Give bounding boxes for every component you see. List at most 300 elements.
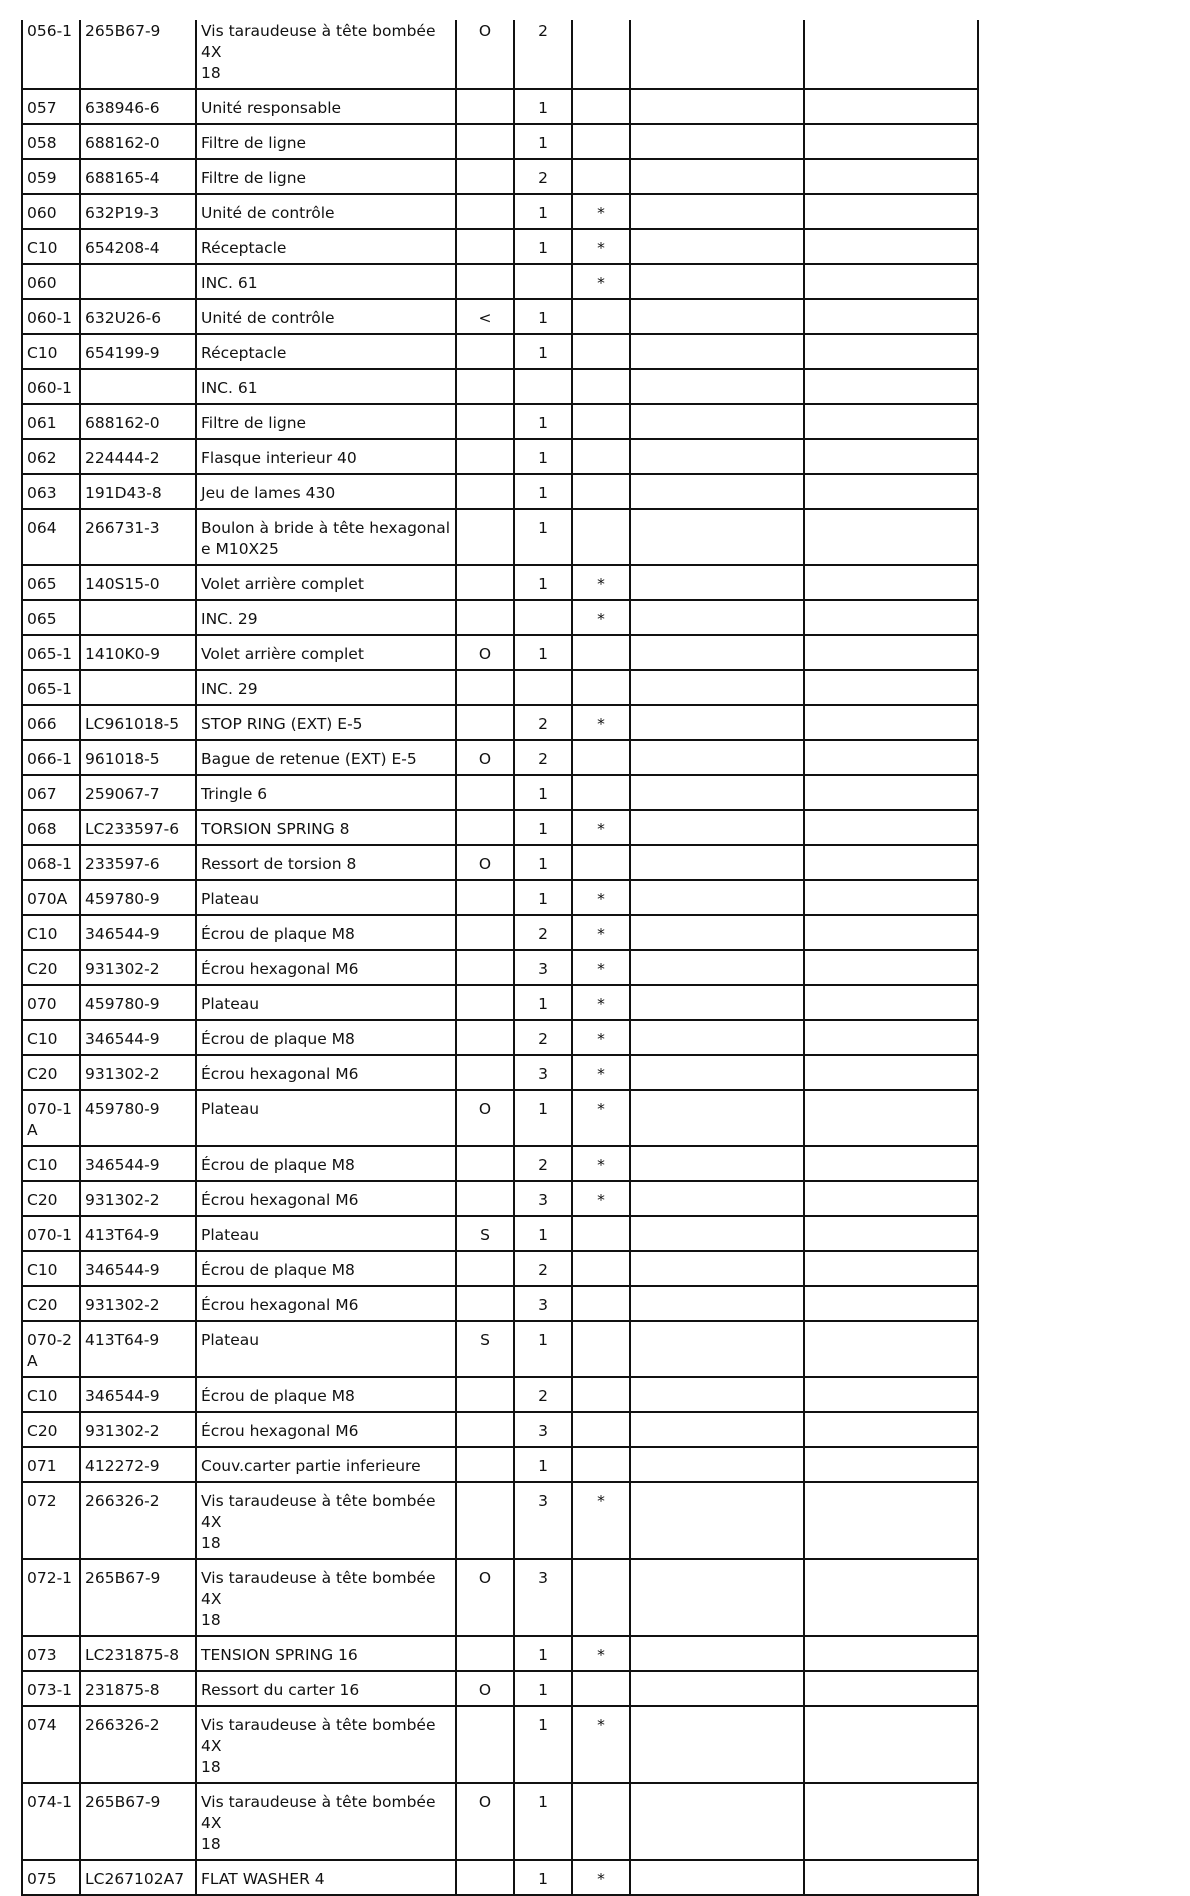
marker-cell xyxy=(572,334,630,369)
item-number-cell: 063 xyxy=(22,474,80,509)
part-number-cell: 654199-9 xyxy=(80,334,196,369)
blank-cell xyxy=(630,775,804,810)
marker-cell: * xyxy=(572,1055,630,1090)
blank-cell xyxy=(630,1216,804,1251)
quantity-cell: 1 xyxy=(514,1783,572,1860)
item-number-cell: 060-1 xyxy=(22,299,80,334)
item-number-cell: 066-1 xyxy=(22,740,80,775)
blank-cell xyxy=(804,635,978,670)
marker-cell xyxy=(572,740,630,775)
table-row xyxy=(22,20,978,89)
blank-cell xyxy=(804,1860,978,1895)
quantity-cell xyxy=(514,264,572,299)
quantity-cell: 2 xyxy=(514,159,572,194)
quantity-cell: 1 xyxy=(514,124,572,159)
marker-cell: * xyxy=(572,1706,630,1783)
blank-cell xyxy=(630,1783,804,1860)
item-number-cell: 070A xyxy=(22,880,80,915)
table-row xyxy=(22,985,978,1020)
note-cell: O xyxy=(456,635,514,670)
description-cell: Écrou hexagonal M6 xyxy=(196,1055,456,1090)
item-number-cell: C10 xyxy=(22,1251,80,1286)
blank-cell xyxy=(630,1412,804,1447)
marker-cell xyxy=(572,635,630,670)
quantity-cell: 1 xyxy=(514,1860,572,1895)
note-cell xyxy=(456,509,514,565)
description-cell: Ressort de torsion 8 xyxy=(196,845,456,880)
part-number-cell xyxy=(80,369,196,404)
marker-cell: * xyxy=(572,1146,630,1181)
blank-cell xyxy=(804,810,978,845)
quantity-cell: 1 xyxy=(514,985,572,1020)
item-number-cell: C10 xyxy=(22,915,80,950)
blank-cell xyxy=(804,264,978,299)
blank-cell xyxy=(804,194,978,229)
marker-cell xyxy=(572,474,630,509)
marker-cell xyxy=(572,20,630,89)
blank-cell xyxy=(804,985,978,1020)
table-row xyxy=(22,1860,978,1895)
quantity-cell: 3 xyxy=(514,1482,572,1559)
table-row xyxy=(22,1286,978,1321)
table-row xyxy=(22,1482,978,1559)
blank-cell xyxy=(804,1447,978,1482)
blank-cell xyxy=(804,845,978,880)
blank-cell xyxy=(804,1090,978,1146)
blank-cell xyxy=(630,565,804,600)
marker-cell xyxy=(572,1321,630,1377)
quantity-cell: 1 xyxy=(514,1706,572,1783)
item-number-cell: 068 xyxy=(22,810,80,845)
part-number-cell: 931302-2 xyxy=(80,1286,196,1321)
blank-cell xyxy=(630,334,804,369)
note-cell xyxy=(456,1286,514,1321)
item-number-cell: 065 xyxy=(22,600,80,635)
note-cell xyxy=(456,474,514,509)
marker-cell xyxy=(572,124,630,159)
item-number-cell: 075 xyxy=(22,1860,80,1895)
quantity-cell xyxy=(514,670,572,705)
item-number-cell: 070-2 A xyxy=(22,1321,80,1377)
blank-cell xyxy=(630,20,804,89)
note-cell: O xyxy=(456,1090,514,1146)
part-number-cell: LC231875-8 xyxy=(80,1636,196,1671)
blank-cell xyxy=(630,880,804,915)
description-cell: Bague de retenue (EXT) E-5 xyxy=(196,740,456,775)
blank-cell xyxy=(804,1636,978,1671)
quantity-cell: 1 xyxy=(514,229,572,264)
blank-cell xyxy=(630,1636,804,1671)
blank-cell xyxy=(804,1671,978,1706)
description-cell: INC. 61 xyxy=(196,369,456,404)
marker-cell: * xyxy=(572,229,630,264)
blank-cell xyxy=(630,1090,804,1146)
quantity-cell: 1 xyxy=(514,334,572,369)
description-cell: Écrou de plaque M8 xyxy=(196,1020,456,1055)
table-row xyxy=(22,1020,978,1055)
table-row xyxy=(22,1412,978,1447)
note-cell xyxy=(456,985,514,1020)
quantity-cell: 1 xyxy=(514,1321,572,1377)
table-row xyxy=(22,509,978,565)
table-row xyxy=(22,880,978,915)
item-number-cell: 059 xyxy=(22,159,80,194)
blank-cell xyxy=(804,369,978,404)
note-cell xyxy=(456,1447,514,1482)
part-number-cell: 413T64-9 xyxy=(80,1216,196,1251)
part-number-cell: 632U26-6 xyxy=(80,299,196,334)
blank-cell xyxy=(630,1377,804,1412)
item-number-cell: 073-1 xyxy=(22,1671,80,1706)
description-cell: INC. 29 xyxy=(196,670,456,705)
part-number-cell: 961018-5 xyxy=(80,740,196,775)
description-cell: Écrou hexagonal M6 xyxy=(196,950,456,985)
marker-cell xyxy=(572,1447,630,1482)
item-number-cell: 066 xyxy=(22,705,80,740)
description-cell: Vis taraudeuse à tête bombée 4X 18 xyxy=(196,1706,456,1783)
description-cell: Écrou de plaque M8 xyxy=(196,1146,456,1181)
blank-cell xyxy=(804,439,978,474)
part-number-cell: 688162-0 xyxy=(80,404,196,439)
table-row xyxy=(22,439,978,474)
description-cell: Tringle 6 xyxy=(196,775,456,810)
quantity-cell: 2 xyxy=(514,915,572,950)
note-cell: O xyxy=(456,20,514,89)
note-cell xyxy=(456,264,514,299)
note-cell xyxy=(456,124,514,159)
table-row xyxy=(22,194,978,229)
item-number-cell: 072 xyxy=(22,1482,80,1559)
description-cell: Ressort du carter 16 xyxy=(196,1671,456,1706)
marker-cell: * xyxy=(572,1860,630,1895)
description-cell: Jeu de lames 430 xyxy=(196,474,456,509)
table-row xyxy=(22,810,978,845)
quantity-cell: 3 xyxy=(514,1412,572,1447)
blank-cell xyxy=(630,670,804,705)
parts-list-body xyxy=(22,20,978,1895)
part-number-cell: 459780-9 xyxy=(80,985,196,1020)
description-cell: Filtre de ligne xyxy=(196,159,456,194)
marker-cell: * xyxy=(572,950,630,985)
item-number-cell: 065-1 xyxy=(22,635,80,670)
note-cell xyxy=(456,600,514,635)
item-number-cell: C10 xyxy=(22,1377,80,1412)
marker-cell: * xyxy=(572,194,630,229)
table-row xyxy=(22,565,978,600)
note-cell xyxy=(456,1377,514,1412)
marker-cell xyxy=(572,159,630,194)
marker-cell: * xyxy=(572,915,630,950)
blank-cell xyxy=(630,1055,804,1090)
quantity-cell: 1 xyxy=(514,1216,572,1251)
description-cell: Vis taraudeuse à tête bombée 4X 18 xyxy=(196,20,456,89)
quantity-cell: 1 xyxy=(514,775,572,810)
table-row xyxy=(22,1181,978,1216)
table-row xyxy=(22,915,978,950)
item-number-cell: 056-1 xyxy=(22,20,80,89)
item-number-cell: 074-1 xyxy=(22,1783,80,1860)
blank-cell xyxy=(804,1482,978,1559)
marker-cell xyxy=(572,299,630,334)
blank-cell xyxy=(630,1706,804,1783)
description-cell: Unité de contrôle xyxy=(196,299,456,334)
blank-cell xyxy=(630,369,804,404)
quantity-cell: 3 xyxy=(514,1181,572,1216)
note-cell xyxy=(456,1412,514,1447)
marker-cell: * xyxy=(572,600,630,635)
blank-cell xyxy=(630,950,804,985)
quantity-cell: 2 xyxy=(514,705,572,740)
description-cell: STOP RING (EXT) E-5 xyxy=(196,705,456,740)
table-row xyxy=(22,404,978,439)
item-number-cell: 074 xyxy=(22,1706,80,1783)
table-row xyxy=(22,1216,978,1251)
quantity-cell: 1 xyxy=(514,880,572,915)
blank-cell xyxy=(804,334,978,369)
note-cell xyxy=(456,880,514,915)
part-number-cell xyxy=(80,264,196,299)
part-number-cell: 459780-9 xyxy=(80,1090,196,1146)
blank-cell xyxy=(630,1860,804,1895)
blank-cell xyxy=(630,705,804,740)
blank-cell xyxy=(630,845,804,880)
item-number-cell: 064 xyxy=(22,509,80,565)
quantity-cell: 1 xyxy=(514,89,572,124)
note-cell: O xyxy=(456,845,514,880)
part-number-cell: 346544-9 xyxy=(80,1377,196,1412)
quantity-cell: 2 xyxy=(514,1020,572,1055)
blank-cell xyxy=(630,229,804,264)
note-cell: O xyxy=(456,1559,514,1636)
note-cell xyxy=(456,950,514,985)
part-number-cell: 224444-2 xyxy=(80,439,196,474)
table-row xyxy=(22,845,978,880)
table-row xyxy=(22,1377,978,1412)
item-number-cell: C20 xyxy=(22,1055,80,1090)
part-number-cell: 931302-2 xyxy=(80,1412,196,1447)
description-cell: Plateau xyxy=(196,880,456,915)
marker-cell xyxy=(572,775,630,810)
quantity-cell: 1 xyxy=(514,1447,572,1482)
marker-cell xyxy=(572,1377,630,1412)
part-number-cell: 346544-9 xyxy=(80,1146,196,1181)
marker-cell xyxy=(572,1216,630,1251)
quantity-cell: 1 xyxy=(514,1671,572,1706)
blank-cell xyxy=(804,1216,978,1251)
blank-cell xyxy=(804,1055,978,1090)
blank-cell xyxy=(804,1181,978,1216)
quantity-cell: 3 xyxy=(514,1055,572,1090)
item-number-cell: C20 xyxy=(22,1412,80,1447)
note-cell xyxy=(456,1181,514,1216)
blank-cell xyxy=(804,299,978,334)
note-cell xyxy=(456,194,514,229)
marker-cell: * xyxy=(572,705,630,740)
marker-cell xyxy=(572,670,630,705)
part-number-cell xyxy=(80,670,196,705)
note-cell xyxy=(456,565,514,600)
marker-cell: * xyxy=(572,1636,630,1671)
blank-cell xyxy=(630,1559,804,1636)
table-row xyxy=(22,1706,978,1783)
item-number-cell: C10 xyxy=(22,1020,80,1055)
table-row xyxy=(22,1251,978,1286)
blank-cell xyxy=(630,1671,804,1706)
blank-cell xyxy=(630,439,804,474)
blank-cell xyxy=(630,915,804,950)
blank-cell xyxy=(804,509,978,565)
blank-cell xyxy=(804,1412,978,1447)
blank-cell xyxy=(630,404,804,439)
description-cell: INC. 61 xyxy=(196,264,456,299)
description-cell: Volet arrière complet xyxy=(196,565,456,600)
part-number-cell: LC233597-6 xyxy=(80,810,196,845)
blank-cell xyxy=(804,1020,978,1055)
quantity-cell: 2 xyxy=(514,20,572,89)
table-row xyxy=(22,635,978,670)
blank-cell xyxy=(804,89,978,124)
part-number-cell: 632P19-3 xyxy=(80,194,196,229)
quantity-cell: 1 xyxy=(514,1090,572,1146)
note-cell xyxy=(456,1251,514,1286)
blank-cell xyxy=(804,670,978,705)
quantity-cell: 1 xyxy=(514,299,572,334)
blank-cell xyxy=(804,705,978,740)
note-cell xyxy=(456,369,514,404)
description-cell: Écrou de plaque M8 xyxy=(196,1377,456,1412)
table-row xyxy=(22,1671,978,1706)
blank-cell xyxy=(630,810,804,845)
marker-cell: * xyxy=(572,264,630,299)
quantity-cell: 1 xyxy=(514,810,572,845)
note-cell xyxy=(456,1482,514,1559)
item-number-cell: 057 xyxy=(22,89,80,124)
description-cell: FLAT WASHER 4 xyxy=(196,1860,456,1895)
description-cell: Réceptacle xyxy=(196,229,456,264)
blank-cell xyxy=(804,1286,978,1321)
part-number-cell: 688165-4 xyxy=(80,159,196,194)
table-row xyxy=(22,600,978,635)
table-row xyxy=(22,1447,978,1482)
table-row xyxy=(22,1055,978,1090)
part-number-cell: 346544-9 xyxy=(80,1251,196,1286)
quantity-cell: 1 xyxy=(514,509,572,565)
description-cell: Unité responsable xyxy=(196,89,456,124)
table-row xyxy=(22,474,978,509)
blank-cell xyxy=(630,474,804,509)
blank-cell xyxy=(630,264,804,299)
description-cell: Plateau xyxy=(196,1216,456,1251)
part-number-cell: 1410K0-9 xyxy=(80,635,196,670)
part-number-cell: LC267102A7 xyxy=(80,1860,196,1895)
note-cell xyxy=(456,705,514,740)
marker-cell xyxy=(572,1412,630,1447)
part-number-cell: 931302-2 xyxy=(80,950,196,985)
note-cell xyxy=(456,1055,514,1090)
blank-cell xyxy=(630,1181,804,1216)
quantity-cell: 1 xyxy=(514,565,572,600)
part-number-cell: 266326-2 xyxy=(80,1482,196,1559)
description-cell: Écrou de plaque M8 xyxy=(196,915,456,950)
note-cell xyxy=(456,810,514,845)
item-number-cell: C10 xyxy=(22,1146,80,1181)
marker-cell: * xyxy=(572,1090,630,1146)
description-cell: Écrou hexagonal M6 xyxy=(196,1181,456,1216)
item-number-cell: 061 xyxy=(22,404,80,439)
item-number-cell: 070-1 A xyxy=(22,1090,80,1146)
blank-cell xyxy=(804,1377,978,1412)
part-number-cell: 688162-0 xyxy=(80,124,196,159)
item-number-cell: C20 xyxy=(22,1286,80,1321)
part-number-cell: 346544-9 xyxy=(80,915,196,950)
item-number-cell: 070-1 xyxy=(22,1216,80,1251)
blank-cell xyxy=(804,1783,978,1860)
blank-cell xyxy=(804,1706,978,1783)
marker-cell xyxy=(572,1783,630,1860)
table-row xyxy=(22,229,978,264)
table-row xyxy=(22,950,978,985)
blank-cell xyxy=(804,740,978,775)
quantity-cell: 1 xyxy=(514,404,572,439)
description-cell: INC. 29 xyxy=(196,600,456,635)
description-cell: Écrou de plaque M8 xyxy=(196,1251,456,1286)
part-number-cell: 231875-8 xyxy=(80,1671,196,1706)
table-row xyxy=(22,1146,978,1181)
blank-cell xyxy=(630,635,804,670)
part-number-cell: LC961018-5 xyxy=(80,705,196,740)
table-row xyxy=(22,1559,978,1636)
note-cell xyxy=(456,1020,514,1055)
part-number-cell: 638946-6 xyxy=(80,89,196,124)
marker-cell: * xyxy=(572,565,630,600)
marker-cell xyxy=(572,1286,630,1321)
marker-cell xyxy=(572,1559,630,1636)
description-cell: Vis taraudeuse à tête bombée 4X 18 xyxy=(196,1559,456,1636)
description-cell: Vis taraudeuse à tête bombée 4X 18 xyxy=(196,1482,456,1559)
table-row xyxy=(22,705,978,740)
blank-cell xyxy=(630,985,804,1020)
table-row xyxy=(22,740,978,775)
description-cell: Unité de contrôle xyxy=(196,194,456,229)
quantity-cell: 1 xyxy=(514,845,572,880)
description-cell: Volet arrière complet xyxy=(196,635,456,670)
part-number-cell: 654208-4 xyxy=(80,229,196,264)
item-number-cell: 060-1 xyxy=(22,369,80,404)
table-row xyxy=(22,334,978,369)
part-number-cell: 265B67-9 xyxy=(80,1559,196,1636)
table-row xyxy=(22,1783,978,1860)
blank-cell xyxy=(630,159,804,194)
description-cell: Filtre de ligne xyxy=(196,404,456,439)
quantity-cell: 1 xyxy=(514,474,572,509)
blank-cell xyxy=(804,1559,978,1636)
description-cell: Plateau xyxy=(196,1090,456,1146)
marker-cell xyxy=(572,845,630,880)
quantity-cell: 3 xyxy=(514,1286,572,1321)
item-number-cell: C20 xyxy=(22,1181,80,1216)
parts-list-table xyxy=(21,20,979,1896)
blank-cell xyxy=(804,1146,978,1181)
marker-cell: * xyxy=(572,1482,630,1559)
table-row xyxy=(22,775,978,810)
note-cell: < xyxy=(456,299,514,334)
part-number-cell: 266326-2 xyxy=(80,1706,196,1783)
blank-cell xyxy=(804,565,978,600)
note-cell: O xyxy=(456,1783,514,1860)
blank-cell xyxy=(804,20,978,89)
item-number-cell: 067 xyxy=(22,775,80,810)
marker-cell xyxy=(572,1251,630,1286)
